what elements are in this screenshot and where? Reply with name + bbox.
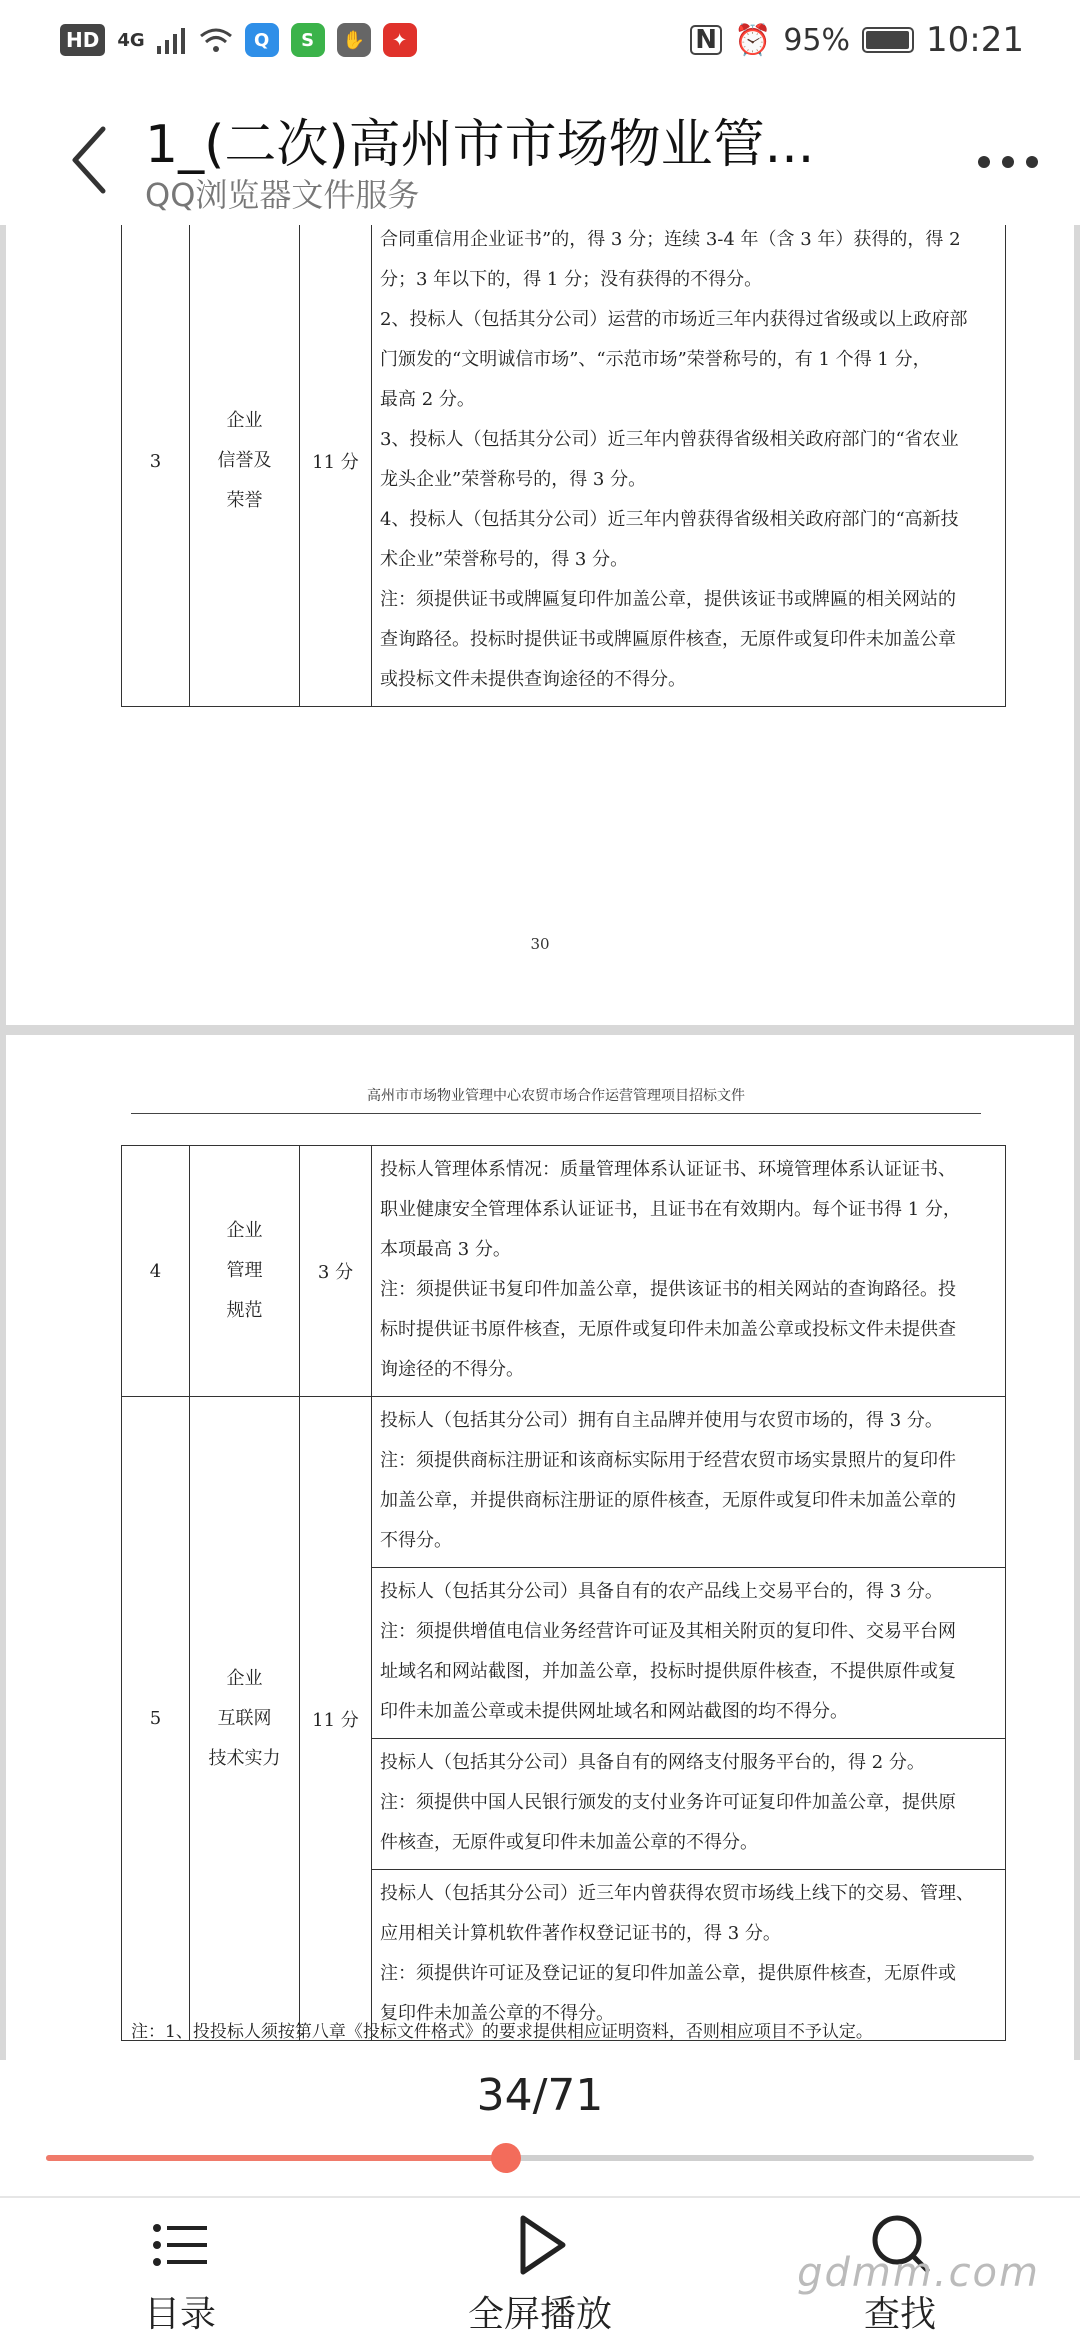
more-options-button[interactable] (976, 140, 1040, 170)
table-row (122, 1397, 1006, 1568)
document-source: QQ浏览器文件服务 (145, 176, 420, 214)
watermark: gdmm.com (797, 2250, 1040, 2296)
document-page (6, 1035, 1074, 2060)
chevron-left-icon (69, 125, 109, 195)
page-slider-fill (46, 2155, 506, 2161)
page-indicator: 34/71 (476, 2070, 604, 2121)
row-category: 企业 管理 规范 (190, 1146, 300, 1397)
more-icon (976, 154, 1040, 170)
page-number: 30 (530, 935, 550, 953)
score-table (121, 225, 1006, 707)
clock: 10:21 (926, 20, 1024, 60)
wifi-icon (199, 26, 233, 54)
battery-percent: 95% (783, 22, 851, 58)
find-label: 查找 (863, 2294, 936, 2335)
app-notification-icon: ✦ (383, 23, 417, 57)
row-criteria: 投标人（包括其分公司）具备自有的农产品线上交易平台的，得 3 分。 注：须提供增值电信业务经营许可证及其相关附页的复印件、交易平台网 址域名和网站截图，并加盖公章，投标时提供原件核查，不提供原件或复 印件未加盖公章或未提供网址域名和网站截图的均不得分。 (372, 1568, 1006, 1739)
title-bar (0, 80, 1080, 225)
app-notification-icon: S (291, 23, 325, 57)
battery-icon (862, 27, 914, 53)
document-viewer[interactable] (0, 225, 1080, 2060)
note-line: 注：1、投投标人须按第八章《投标文件格式》的要求提供相应证明资料，否则相应项目不予认定。 (131, 2022, 873, 2042)
nfc-icon: N (690, 25, 722, 55)
document-page (6, 225, 1074, 1025)
divider (0, 2196, 1080, 2198)
row-criteria: 投标人管理体系情况：质量管理体系认证证书、环境管理体系认证证书、 职业健康安全管理体系认证证书，且证书在有效期内。每个证书得 1 分， 本项最高 3 分。 注：须提供证书复印件加盖公章，提供该证书的相关网站的查询路径。投 标时提供证书原件核查，无原件或复印件未加盖公章或投标文件未提供查 询途径的不得分。 (372, 1146, 1006, 1397)
page-header: 高州市市场物业管理中心农贸市场合作运营管理项目招标文件 (131, 1085, 981, 1114)
table-notes (131, 2013, 1011, 2060)
score-table (121, 1145, 1006, 2041)
row-category: 企业 互联网 技术实力 (190, 1397, 300, 2041)
row-number: 3 (122, 225, 190, 707)
toc-label: 目录 (143, 2294, 216, 2335)
row-category: 企业 信誉及 荣誉 (190, 225, 300, 707)
row-number: 5 (122, 1397, 190, 2041)
table-row (122, 1146, 1006, 1397)
page-slider-thumb[interactable] (491, 2143, 521, 2173)
row-criteria: 投标人（包括其分公司）拥有自主品牌并使用与农贸市场的，得 3 分。 注：须提供商标注册证和该商标实际用于经营农贸市场实景照片的复印件 加盖公章，并提供商标注册证的原件核查，无原件或复印件未加盖公章的 不得分。 (372, 1397, 1006, 1568)
toc-button[interactable] (60, 2210, 300, 2340)
row-number: 4 (122, 1146, 190, 1397)
row-score: 11 分 (300, 225, 372, 707)
row-criteria: 投标人（包括其分公司）近三年内曾获得农贸市场线上线下的交易、管理、 应用相关计算机软件著作权登记证书的，得 3 分。 注：须提供许可证及登记证的复印件加盖公章，提供原件核查，无原件或 复印件未加盖公章的不得分。 (372, 1870, 1006, 2041)
note-line (131, 2051, 1011, 2060)
app-notification-icon: Q (245, 23, 279, 57)
row-criteria: 投标人（包括其分公司）具备自有的网络支付服务平台的，得 2 分。 注：须提供中国人民银行颁发的支付业务许可证复印件加盖公章，提供原 件核查，无原件或复印件未加盖公章的不得分。 (372, 1739, 1006, 1870)
network-label: 4G (117, 29, 145, 51)
row-criteria: 合同重信用企业证书”的，得 3 分；连续 3-4 年（含 3 年）获得的，得 2 分；3 年以下的，得 1 分；没有获得的不得分。 2、投标人（包括其分公司）运营的市场近三年内获得过省级或以上政府部 门颁发的“文明诚信市场”、“示范市场”荣誉称号的，有 1 个得 1 分， 最高 2 分。 3、投标人（包括其分公司）近三年内曾获得省级相关政府部门的“省农业 龙头企业”荣誉称号的，得 3 分。 4、投标人（包括其分公司）近三年内曾获得省级相关政府部门的“高新技 术企业”荣誉称号的，得 3 分。 注：须提供证书或牌匾复印件加盖公章，提供该证书或牌匾的相关网站的 查询路径。投标时提供证书或牌匾原件核查，无原件或复印件未加盖公章 或投标文件未提供查询途径的不得分。 (372, 225, 1006, 707)
page-slider[interactable] (46, 2155, 1034, 2161)
reader-controls (0, 2060, 1080, 2340)
back-button[interactable] (54, 120, 124, 200)
table-row (122, 225, 1006, 707)
row-score: 11 分 (300, 1397, 372, 2041)
fullscreen-play-button[interactable] (420, 2210, 660, 2340)
signal-icon (157, 26, 187, 54)
fullscreen-play-label: 全屏播放 (467, 2294, 612, 2335)
play-icon (505, 2210, 575, 2280)
document-title: 1_(二次)高州市市场物业管... (145, 115, 815, 175)
list-icon (145, 2210, 215, 2280)
alarm-icon: ⏰ (733, 22, 772, 58)
status-bar (0, 0, 1080, 80)
row-score: 3 分 (300, 1146, 372, 1397)
app-notification-icon: ✋ (337, 23, 371, 57)
hd-icon: HD (60, 24, 105, 56)
